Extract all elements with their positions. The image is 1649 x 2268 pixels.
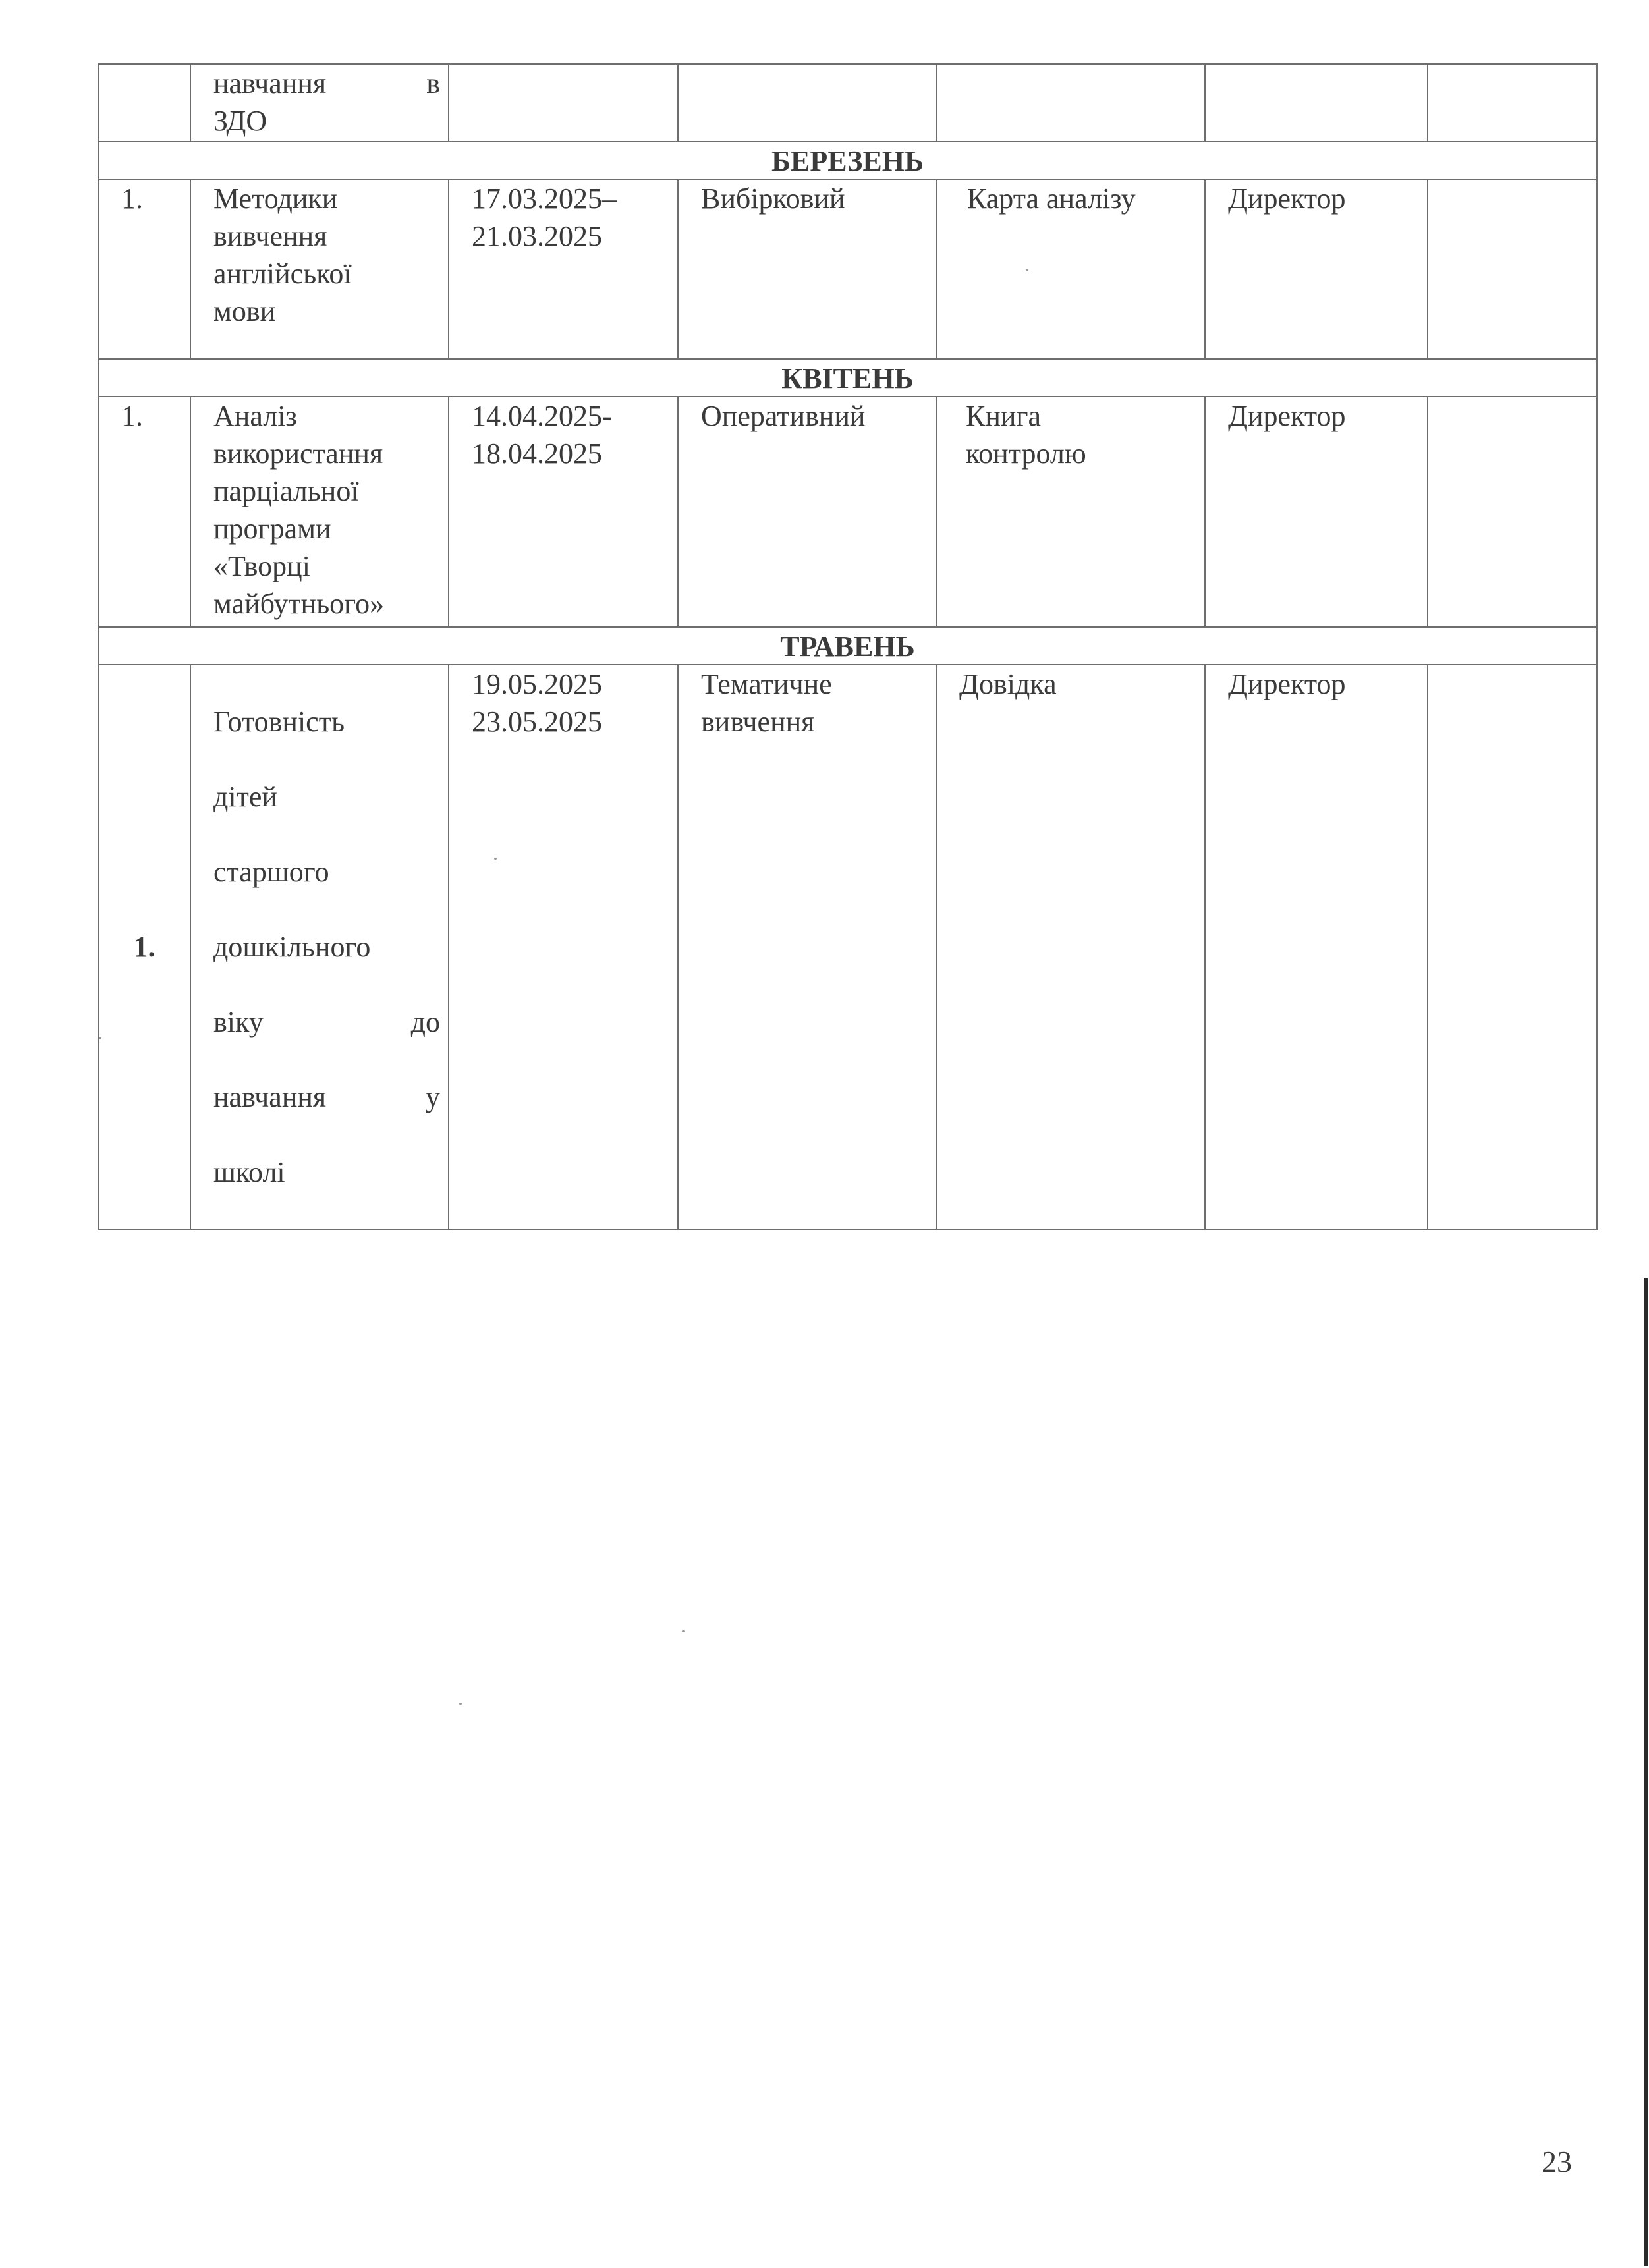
cell-result-form: Карта аналізу	[936, 179, 1205, 359]
cell-topic	[190, 64, 449, 142]
topic-text: навчання в ЗДО	[213, 67, 440, 137]
scan-speck	[459, 1703, 462, 1705]
cell-dates: 17.03.2025– 21.03.2025	[449, 179, 678, 359]
cell-control-type: Оперативний	[678, 397, 936, 627]
month-header-row	[98, 359, 1597, 397]
cell-number: 1.	[98, 665, 190, 1229]
table-row	[98, 179, 1597, 359]
topic-line: дошкільного	[213, 931, 371, 963]
cell-note	[1428, 179, 1597, 359]
topic-line: дітей	[213, 781, 277, 813]
cell-result-form	[936, 64, 1205, 142]
cell-dates: 14.04.2025- 18.04.2025	[449, 397, 678, 627]
cell-number	[98, 64, 190, 142]
month-header-row	[98, 627, 1597, 665]
cell-control-type: Тематичне вивчення	[678, 665, 936, 1229]
cell-topic	[190, 665, 449, 1229]
cell-result-form: Довідка	[936, 665, 1205, 1229]
scan-speck	[682, 1630, 685, 1632]
cell-responsible: Директор	[1205, 179, 1428, 359]
month-header-may: ТРАВЕНЬ	[98, 627, 1597, 665]
scan-edge-shadow	[1644, 1278, 1648, 2266]
topic-line: старшого	[213, 856, 329, 888]
cell-dates	[449, 64, 678, 142]
cell-result-form: Книга контролю	[936, 397, 1205, 627]
topic-line: навчання у	[213, 1081, 440, 1113]
table-row	[98, 397, 1597, 627]
topic-line: Готовність	[213, 705, 345, 738]
scan-speck	[494, 858, 497, 860]
cell-responsible: Директор	[1205, 665, 1428, 1229]
cell-number: 1.	[98, 397, 190, 627]
cell-dates: 19.05.2025 23.05.2025	[449, 665, 678, 1229]
cell-topic: Аналіз використання парціальної програми «Творці майбутнього»	[190, 397, 449, 627]
table-row-continued	[98, 64, 1597, 142]
cell-responsible	[1205, 64, 1428, 142]
month-header-march: БЕРЕЗЕНЬ	[98, 142, 1597, 179]
scan-speck	[99, 1037, 101, 1039]
table-row	[98, 665, 1597, 1229]
cell-control-type: Вибірковий	[678, 179, 936, 359]
cell-note	[1428, 397, 1597, 627]
cell-note	[1428, 665, 1597, 1229]
page-number: 23	[1542, 2145, 1572, 2178]
topic-line: віку до	[213, 1006, 440, 1038]
control-plan-table	[98, 63, 1598, 1230]
cell-topic: Методики вивчення англійської мови	[190, 179, 449, 359]
cell-note	[1428, 64, 1597, 142]
cell-responsible: Директор	[1205, 397, 1428, 627]
topic-line: школі	[213, 1156, 285, 1188]
cell-control-type	[678, 64, 936, 142]
month-header-row	[98, 142, 1597, 179]
cell-number: 1.	[98, 179, 190, 359]
scan-speck	[1026, 269, 1028, 271]
month-header-april: КВІТЕНЬ	[98, 359, 1597, 397]
